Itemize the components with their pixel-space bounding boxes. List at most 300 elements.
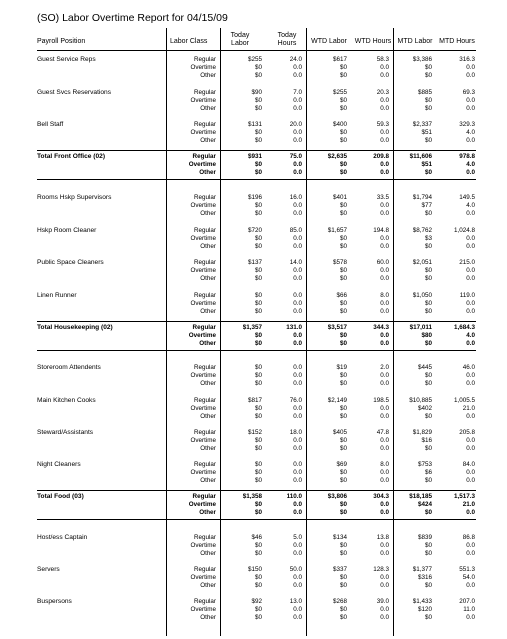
value-cell: $0 (424, 64, 432, 71)
value-cell: 0.0 (293, 169, 302, 176)
value-cell: $0 (424, 582, 432, 589)
value-cell: $0 (339, 300, 347, 307)
value-cell: $134 (332, 534, 347, 541)
value-cell: 0.0 (466, 477, 475, 484)
value-cell: 0.0 (293, 267, 302, 274)
total-row-label: Total Front Office (02) (37, 153, 106, 160)
labor-class-label: Overtime (188, 332, 216, 339)
value-cell: 0.0 (293, 437, 302, 444)
value-cell: $402 (417, 405, 432, 412)
value-cell: 207.0 (459, 598, 475, 605)
labor-class-label: Overtime (190, 542, 216, 549)
value-cell: 0.0 (380, 308, 389, 315)
value-cell: 0.0 (466, 300, 475, 307)
position-name: Rooms Hskp Supervisors (37, 194, 112, 201)
value-cell: 0.0 (293, 105, 302, 112)
header-rule (37, 50, 476, 51)
value-cell: $196 (247, 194, 262, 201)
value-cell: 13.8 (376, 534, 389, 541)
value-cell: $17,011 (409, 324, 432, 331)
position-name: Host/ess Captain (37, 534, 88, 541)
value-cell: $46 (251, 534, 262, 541)
value-cell: $0 (424, 308, 432, 315)
value-cell: 0.0 (293, 501, 302, 508)
value-cell: $0 (424, 243, 432, 250)
value-cell: $0 (254, 275, 262, 282)
value-cell: 0.0 (380, 300, 389, 307)
value-cell: 0.0 (466, 582, 475, 589)
value-cell: $817 (247, 397, 262, 404)
value-cell: $0 (424, 340, 432, 347)
value-cell: 47.8 (376, 429, 389, 436)
value-cell: 0.0 (380, 574, 389, 581)
value-cell: $0 (254, 614, 262, 621)
value-cell: 0.0 (380, 202, 389, 209)
value-cell: 0.0 (466, 105, 475, 112)
labor-class-label: Regular (192, 493, 216, 500)
value-cell: $0 (424, 275, 432, 282)
value-cell: $255 (332, 89, 347, 96)
header-mtd-hours: MTD Hours (439, 38, 475, 45)
value-cell: $0 (254, 137, 262, 144)
value-cell: $0 (339, 469, 347, 476)
value-cell: 46.0 (462, 364, 475, 371)
position-name: Servers (37, 566, 60, 573)
value-cell: $0 (424, 72, 432, 79)
value-cell: 24.0 (289, 56, 302, 63)
labor-class-label: Overtime (190, 235, 216, 242)
value-cell: $0 (254, 550, 262, 557)
labor-class-label: Overtime (190, 129, 216, 136)
value-cell: 85.0 (289, 227, 302, 234)
value-cell: 8.0 (380, 461, 389, 468)
value-cell: 21.0 (462, 501, 475, 508)
value-cell: $0 (254, 169, 262, 176)
value-cell: $0 (424, 380, 432, 387)
labor-class-label: Other (200, 550, 216, 557)
value-cell: $405 (332, 429, 347, 436)
value-cell: 0.0 (380, 137, 389, 144)
position-name: Night Cleaners (37, 461, 81, 468)
value-cell: $1,050 (412, 292, 432, 299)
value-cell: $0 (424, 267, 432, 274)
value-cell: 0.0 (293, 461, 302, 468)
value-cell: 0.0 (466, 614, 475, 621)
value-cell: 0.0 (293, 210, 302, 217)
value-cell: $92 (251, 598, 262, 605)
value-cell: $0 (339, 308, 347, 315)
total-rule (37, 490, 476, 491)
value-cell: 0.0 (466, 275, 475, 282)
total-rule (37, 321, 476, 322)
value-cell: $0 (254, 243, 262, 250)
value-cell: $0 (254, 461, 262, 468)
labor-class-label: Regular (193, 227, 216, 234)
value-cell: $0 (339, 582, 347, 589)
value-cell: 0.0 (293, 340, 302, 347)
labor-class-label: Other (200, 445, 216, 452)
value-cell: 0.0 (380, 105, 389, 112)
value-cell: $0 (339, 210, 347, 217)
value-cell: $51 (421, 161, 432, 168)
value-cell: 0.0 (380, 542, 389, 549)
value-cell: 0.0 (380, 161, 389, 168)
value-cell: 14.0 (289, 259, 302, 266)
value-cell: 0.0 (380, 606, 389, 613)
value-cell: 0.0 (293, 137, 302, 144)
labor-class-label: Overtime (190, 372, 216, 379)
value-cell: 0.0 (293, 445, 302, 452)
value-cell: $2,337 (412, 121, 432, 128)
value-cell: 0.0 (293, 413, 302, 420)
labor-class-label: Overtime (190, 437, 216, 444)
value-cell: 7.0 (293, 89, 302, 96)
value-cell: $0 (424, 550, 432, 557)
value-cell: 131.0 (286, 324, 302, 331)
value-cell: $0 (339, 267, 347, 274)
value-cell: 0.0 (466, 235, 475, 242)
labor-class-label: Overtime (190, 202, 216, 209)
labor-class-label: Regular (193, 292, 216, 299)
value-cell: 0.0 (293, 574, 302, 581)
value-cell: $0 (254, 445, 262, 452)
position-name: Hskp Room Cleaner (37, 227, 97, 234)
value-cell: $0 (339, 161, 347, 168)
value-cell: $0 (424, 210, 432, 217)
value-cell: 0.0 (293, 64, 302, 71)
value-cell: $3 (424, 235, 432, 242)
value-cell: 0.0 (380, 243, 389, 250)
labor-class-label: Overtime (188, 501, 216, 508)
value-cell: $3,806 (327, 493, 347, 500)
value-cell: 0.0 (293, 243, 302, 250)
value-cell: 0.0 (380, 550, 389, 557)
labor-class-label: Overtime (190, 97, 216, 104)
value-cell: 39.0 (376, 598, 389, 605)
value-cell: 0.0 (466, 445, 475, 452)
value-cell: $268 (332, 598, 347, 605)
value-cell: $0 (339, 574, 347, 581)
value-cell: 0.0 (293, 308, 302, 315)
value-cell: 0.0 (380, 332, 389, 339)
value-cell: $578 (332, 259, 347, 266)
total-rule (37, 350, 476, 351)
value-cell: $1,358 (242, 493, 262, 500)
value-cell: 0.0 (466, 97, 475, 104)
value-cell: $0 (254, 292, 262, 299)
labor-class-label: Regular (193, 534, 216, 541)
value-cell: $0 (339, 64, 347, 71)
value-cell: 21.0 (462, 405, 475, 412)
labor-class-label: Other (199, 340, 216, 347)
value-cell: $0 (424, 169, 432, 176)
value-cell: 0.0 (466, 267, 475, 274)
value-cell: 194.8 (373, 227, 389, 234)
value-cell: $2,149 (327, 397, 347, 404)
position-name: Buspersons (37, 598, 72, 605)
value-cell: $0 (254, 161, 262, 168)
value-cell: 0.0 (466, 340, 475, 347)
value-cell: $0 (339, 129, 347, 136)
value-cell: 0.0 (380, 614, 389, 621)
value-cell: $0 (339, 275, 347, 282)
labor-class-label: Other (200, 308, 216, 315)
value-cell: 0.0 (380, 469, 389, 476)
value-cell: 0.0 (293, 202, 302, 209)
header-wtd-hours: WTD Hours (354, 38, 392, 45)
header-today-labor: Today Labor (230, 32, 250, 47)
position-name: Bell Staff (37, 121, 64, 128)
report-title: (SO) Labor Overtime Report for 04/15/09 (37, 12, 228, 24)
labor-class-label: Other (200, 105, 216, 112)
labor-class-label: Other (200, 413, 216, 420)
value-cell: $0 (339, 243, 347, 250)
labor-class-label: Other (200, 275, 216, 282)
value-cell: $0 (424, 445, 432, 452)
value-cell: 0.0 (466, 542, 475, 549)
value-cell: 0.0 (466, 64, 475, 71)
value-cell: $0 (424, 137, 432, 144)
value-cell: 215.0 (459, 259, 475, 266)
value-cell: 0.0 (293, 275, 302, 282)
value-cell: 0.0 (293, 477, 302, 484)
value-cell: 0.0 (380, 210, 389, 217)
value-cell: $0 (424, 614, 432, 621)
value-cell: $152 (247, 429, 262, 436)
value-cell: 0.0 (380, 582, 389, 589)
value-cell: 0.0 (380, 501, 389, 508)
value-cell: $3,517 (327, 324, 347, 331)
value-cell: $6 (424, 469, 432, 476)
labor-class-label: Other (200, 614, 216, 621)
value-cell: $337 (332, 566, 347, 573)
labor-class-label: Regular (193, 598, 216, 605)
labor-class-label: Other (200, 137, 216, 144)
position-name: Main Kitchen Cooks (37, 397, 96, 404)
value-cell: $0 (254, 64, 262, 71)
value-cell: 0.0 (380, 129, 389, 136)
labor-class-label: Overtime (188, 161, 216, 168)
value-cell: 2.0 (380, 364, 389, 371)
labor-class-label: Overtime (190, 300, 216, 307)
value-cell: $16 (421, 437, 432, 444)
labor-class-label: Overtime (190, 267, 216, 274)
value-cell: $0 (254, 105, 262, 112)
labor-class-label: Other (199, 509, 216, 516)
labor-class-label: Regular (193, 121, 216, 128)
value-cell: 16.0 (289, 194, 302, 201)
value-cell: $1,377 (412, 566, 432, 573)
value-cell: 8.0 (380, 292, 389, 299)
value-cell: 0.0 (380, 477, 389, 484)
value-cell: $137 (247, 259, 262, 266)
value-cell: $424 (417, 501, 432, 508)
value-cell: 0.0 (380, 72, 389, 79)
value-cell: $0 (254, 202, 262, 209)
value-cell: 0.0 (293, 129, 302, 136)
value-cell: 58.3 (376, 56, 389, 63)
value-cell: $0 (254, 308, 262, 315)
value-cell: 4.0 (466, 161, 475, 168)
value-cell: 0.0 (293, 606, 302, 613)
value-cell: 69.3 (462, 89, 475, 96)
value-cell: $80 (421, 332, 432, 339)
value-cell: 0.0 (466, 469, 475, 476)
labor-class-label: Regular (193, 194, 216, 201)
value-cell: 20.3 (376, 89, 389, 96)
labor-class-label: Other (199, 169, 216, 176)
value-cell: 0.0 (380, 445, 389, 452)
value-cell: 75.0 (289, 153, 302, 160)
value-cell: $8,762 (412, 227, 432, 234)
value-cell: $0 (339, 542, 347, 549)
value-cell: 59.3 (376, 121, 389, 128)
total-rule (37, 179, 476, 180)
value-cell: $150 (247, 566, 262, 573)
header-today-hours: Today Hours (277, 32, 297, 47)
value-cell: $0 (339, 235, 347, 242)
value-cell: 0.0 (380, 509, 389, 516)
value-cell: 0.0 (380, 169, 389, 176)
value-cell: $90 (251, 89, 262, 96)
value-cell: $0 (254, 405, 262, 412)
value-cell: $316 (417, 574, 432, 581)
value-cell: 0.0 (466, 243, 475, 250)
value-cell: 84.0 (462, 461, 475, 468)
labor-class-label: Overtime (190, 405, 216, 412)
value-cell: 11.0 (463, 606, 475, 613)
value-cell: 0.0 (380, 380, 389, 387)
value-cell: $0 (339, 413, 347, 420)
value-cell: $0 (254, 509, 262, 516)
value-cell: $0 (424, 300, 432, 307)
value-cell: $0 (339, 105, 347, 112)
value-cell: 0.0 (293, 332, 302, 339)
value-cell: 54.0 (462, 574, 475, 581)
position-name: Guest Service Reps (37, 56, 96, 63)
value-cell: 198.5 (373, 397, 389, 404)
value-cell: $0 (254, 300, 262, 307)
value-cell: 1,005.5 (453, 397, 475, 404)
value-cell: $0 (254, 72, 262, 79)
value-cell: 0.0 (293, 300, 302, 307)
labor-class-label: Regular (193, 89, 216, 96)
value-cell: 110.0 (286, 493, 302, 500)
labor-class-label: Regular (193, 461, 216, 468)
value-cell: $0 (254, 129, 262, 136)
value-cell: 0.0 (466, 380, 475, 387)
labor-class-label: Overtime (190, 606, 216, 613)
value-cell: $0 (339, 606, 347, 613)
value-cell: 0.0 (293, 582, 302, 589)
value-cell: 344.3 (373, 324, 389, 331)
value-cell: 4.0 (466, 332, 475, 339)
value-cell: 0.0 (293, 469, 302, 476)
labor-class-label: Overtime (190, 469, 216, 476)
value-cell: 76.0 (289, 397, 302, 404)
value-cell: $0 (254, 267, 262, 274)
value-cell: 0.0 (466, 413, 475, 420)
value-cell: $0 (339, 501, 347, 508)
labor-class-label: Other (200, 380, 216, 387)
value-cell: $0 (339, 550, 347, 557)
position-name: Linen Runner (37, 292, 77, 299)
value-cell: $0 (339, 97, 347, 104)
value-cell: $0 (339, 405, 347, 412)
value-cell: 149.5 (459, 194, 475, 201)
value-cell: 978.8 (459, 153, 475, 160)
value-cell: $0 (424, 105, 432, 112)
value-cell: 0.0 (380, 405, 389, 412)
total-rule (37, 150, 476, 151)
value-cell: $1,829 (412, 429, 432, 436)
labor-class-label: Regular (193, 259, 216, 266)
value-cell: 0.0 (380, 372, 389, 379)
value-cell: $617 (332, 56, 347, 63)
value-cell: $0 (254, 340, 262, 347)
value-cell: 0.0 (380, 235, 389, 242)
value-cell: $0 (254, 582, 262, 589)
value-cell: $839 (417, 534, 432, 541)
value-cell: $0 (254, 606, 262, 613)
value-cell: $0 (339, 437, 347, 444)
value-cell: $0 (339, 137, 347, 144)
value-cell: $0 (339, 509, 347, 516)
value-cell: 0.0 (293, 72, 302, 79)
total-rule (37, 519, 476, 520)
value-cell: $120 (417, 606, 432, 613)
value-cell: 1,684.3 (453, 324, 475, 331)
value-cell: $2,635 (327, 153, 347, 160)
labor-class-label: Other (200, 72, 216, 79)
labor-class-label: Other (200, 210, 216, 217)
labor-class-label: Regular (192, 153, 216, 160)
header-payroll-position: Payroll Position (37, 38, 86, 45)
value-cell: 209.8 (373, 153, 389, 160)
position-name: Steward/Assistants (37, 429, 94, 436)
value-cell: 0.0 (466, 210, 475, 217)
value-cell: $0 (339, 332, 347, 339)
value-cell: $3,386 (412, 56, 432, 63)
value-cell: $0 (424, 477, 432, 484)
value-cell: 33.5 (376, 194, 389, 201)
value-cell: 0.0 (293, 550, 302, 557)
value-cell: $0 (339, 72, 347, 79)
value-cell: 0.0 (380, 413, 389, 420)
position-name: Public Space Cleaners (37, 259, 104, 266)
value-cell: $885 (417, 89, 432, 96)
labor-class-label: Other (200, 243, 216, 250)
labor-class-label: Regular (193, 429, 216, 436)
header-wtd-labor: WTD Labor (311, 38, 347, 45)
value-cell: 0.0 (466, 72, 475, 79)
value-cell: 5.0 (293, 534, 302, 541)
value-cell: 1,517.3 (453, 493, 475, 500)
value-cell: 0.0 (380, 437, 389, 444)
value-cell: 60.0 (376, 259, 389, 266)
value-cell: 0.0 (293, 372, 302, 379)
value-cell: $0 (254, 501, 262, 508)
value-cell: $0 (254, 332, 262, 339)
value-cell: $66 (336, 292, 347, 299)
value-cell: $0 (339, 372, 347, 379)
value-cell: 86.8 (462, 534, 475, 541)
value-cell: 0.0 (380, 340, 389, 347)
labor-class-label: Regular (193, 364, 216, 371)
value-cell: $131 (247, 121, 262, 128)
value-cell: $0 (424, 97, 432, 104)
value-cell: 18.0 (289, 429, 302, 436)
